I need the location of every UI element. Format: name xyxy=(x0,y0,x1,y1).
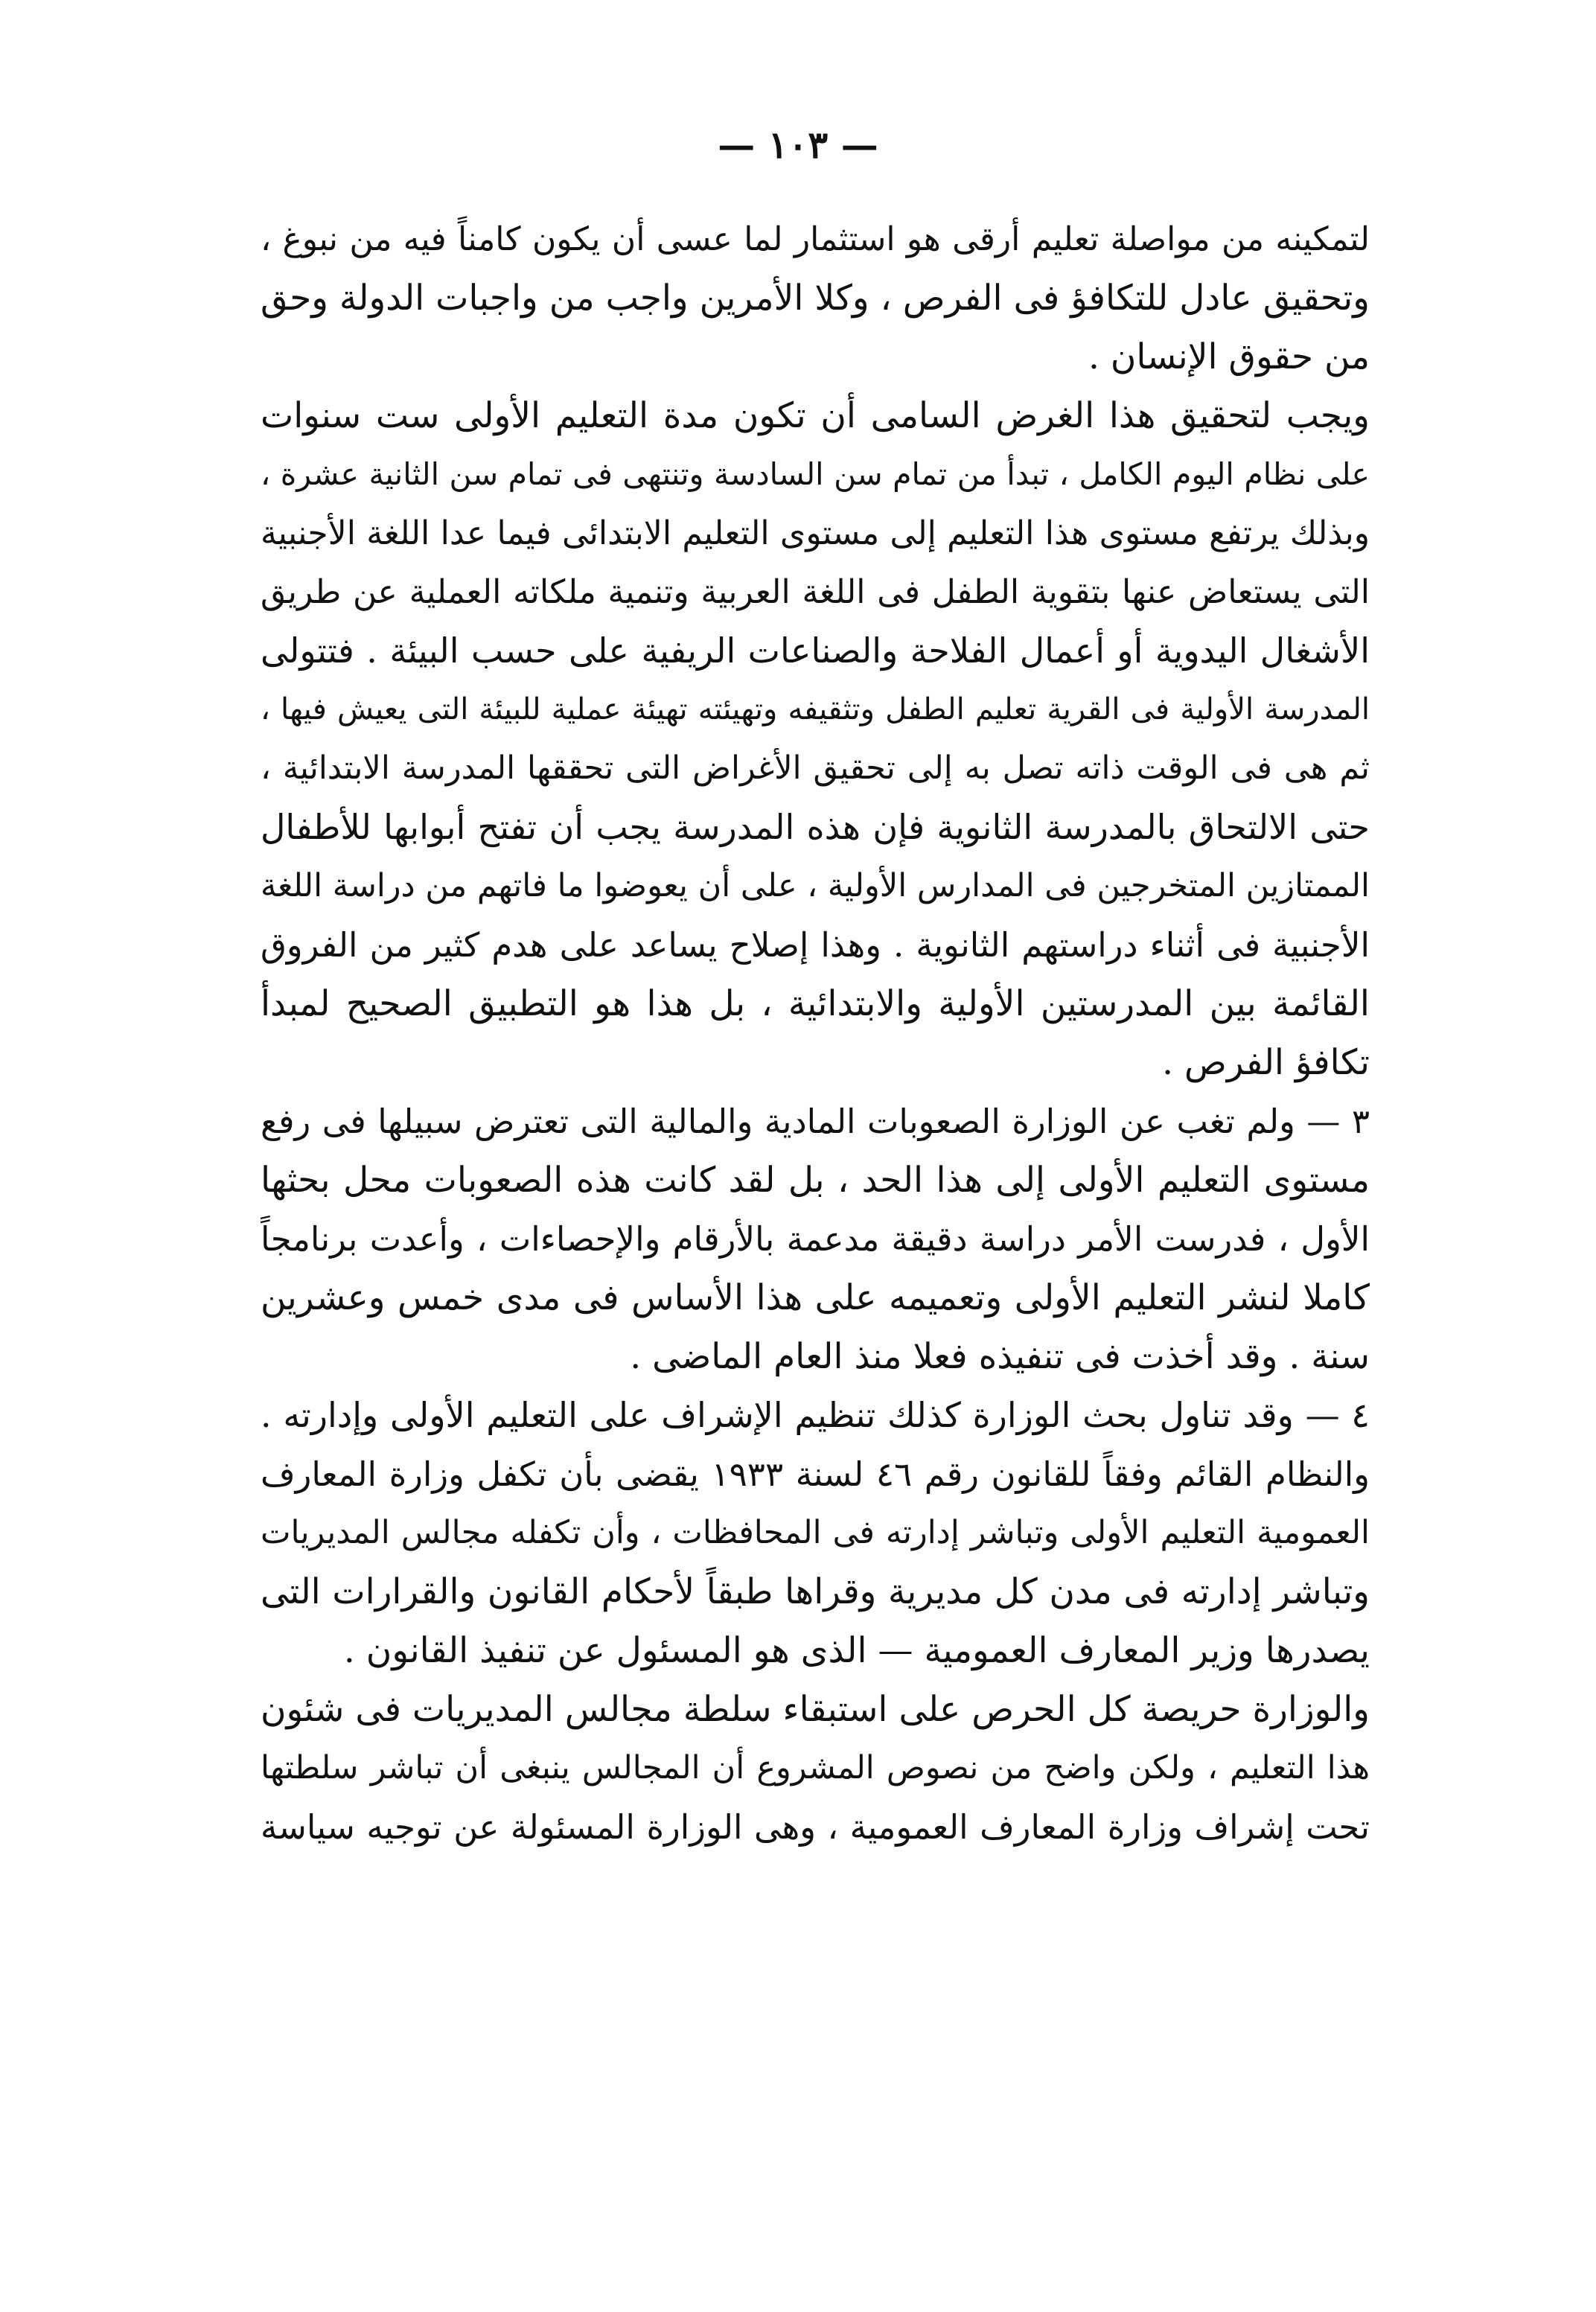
text-line: وبذلك يرتفع مستوى هذا التعليم إلى مستوى التعليم الابتدائى فيما عدا اللغة الأجنبية xyxy=(261,514,1370,552)
text-line: الأجنبية فى أثناء دراستهم الثانوية . وهذا إصلاح يساعد على هدم كثير من الفروق xyxy=(261,925,1370,965)
text-line: هذا التعليم ، ولكن واضح من نصوص المشروع أن المجالس ينبغى أن تباشر سلطتها xyxy=(261,1749,1370,1786)
text-line: حتى الالتحاق بالمدرسة الثانوية فإن هذه المدرسة يجب أن تفتح أبوابها للأطفال xyxy=(261,807,1370,847)
text-line: ويجب لتحقيق هذا الغرض السامى أن تكون مدة التعليم الأولى ست سنوات xyxy=(261,395,1370,436)
text-line: وتباشر إدارته فى مدن كل مديرية وقراها طبقاً لأحكام القانون والقرارات التى xyxy=(261,1571,1370,1612)
page-number-header: — ١٠٣ — xyxy=(718,123,878,167)
text-line: الممتازين المتخرجين فى المدارس الأولية ، على أن يعوضوا ما فاتهم من دراسة اللغة xyxy=(261,867,1370,904)
text-line: كاملا لنشر التعليم الأولى وتعميمه على هذا الأساس فى مدى خمس وعشرين xyxy=(261,1277,1370,1318)
text-line: مستوى التعليم الأولى إلى هذا الحد ، بل لقد كانت هذه الصعوبات محل بحثها xyxy=(261,1160,1370,1201)
text-line: تكافؤ الفرص . xyxy=(1162,1042,1370,1083)
text-line: وتحقيق عادل للتكافؤ فى الفرص ، وكلا الأمرين واجب من واجبات الدولة وحق xyxy=(261,278,1370,319)
text-line: تحت إشراف وزارة المعارف العمومية ، وهى الوزارة المسئولة عن توجيه سياسة xyxy=(261,1807,1370,1847)
text-line: لتمكينه من مواصلة تعليم أرقى هو استثمار لما عسى أن يكون كامناً فيه من نبوغ ، xyxy=(261,220,1370,258)
text-line: ٤ — وقد تناول بحث الوزارة كذلك تنظيم الإشراف على التعليم الأولى وإدارته . xyxy=(261,1395,1370,1435)
text-line: يصدرها وزير المعارف العمومية — الذى هو المسئول عن تنفيذ القانون . xyxy=(343,1630,1370,1671)
text-line: التى يستعاض عنها بتقوية الطفل فى اللغة العربية وتنمية ملكاته العملية عن طريق xyxy=(261,573,1370,611)
body-text xyxy=(261,210,1370,1856)
text-line: الأشغال اليدوية أو أعمال الفلاحة والصناعات الريفية على حسب البيئة . فتتولى xyxy=(261,630,1370,671)
text-line: ثم هى فى الوقت ذاته تصل به إلى تحقيق الأغراض التى تحققها المدرسة الابتدائية ، xyxy=(261,750,1370,787)
text-line: العمومية التعليم الأولى وتباشر إدارته فى المحافظات ، وأن تكفله مجالس المديريات xyxy=(261,1514,1370,1551)
text-line: المدرسة الأولية فى القرية تعليم الطفل وتثقيفه وتهيئته تهيئة عملية للبيئة التى يعيش فيها ، xyxy=(261,692,1370,727)
text-line: من حقوق الإنسان . xyxy=(1088,336,1370,377)
text-line: على نظام اليوم الكامل ، تبدأ من تمام سن السادسة وتنتهى فى تمام سن الثانية عشرة ، xyxy=(261,456,1370,492)
text-line: والنظام القائم وفقاً للقانون رقم ٤٦ لسنة ١٩٣٣ يقضى بأن تكفل وزارة المعارف xyxy=(261,1454,1370,1494)
text-line: القائمة بين المدرستين الأولية والابتدائية ، بل هذا هو التطبيق الصحيح لمبدأ xyxy=(261,983,1370,1024)
text-line: ٣ — ولم تغب عن الوزارة الصعوبات المادية والمالية التى تعترض سبيلها فى رفع xyxy=(261,1102,1370,1141)
text-line: الأول ، فدرست الأمر دراسة دقيقة مدعمة بالأرقام والإحصاءات ، وأعدت برنامجاً xyxy=(261,1219,1370,1259)
text-line: والوزارة حريصة كل الحرص على استبقاء سلطة مجالس المديريات فى شئون xyxy=(261,1689,1370,1730)
text-line: سنة . وقد أخذت فى تنفيذه فعلا منذ العام الماضى . xyxy=(630,1336,1370,1377)
